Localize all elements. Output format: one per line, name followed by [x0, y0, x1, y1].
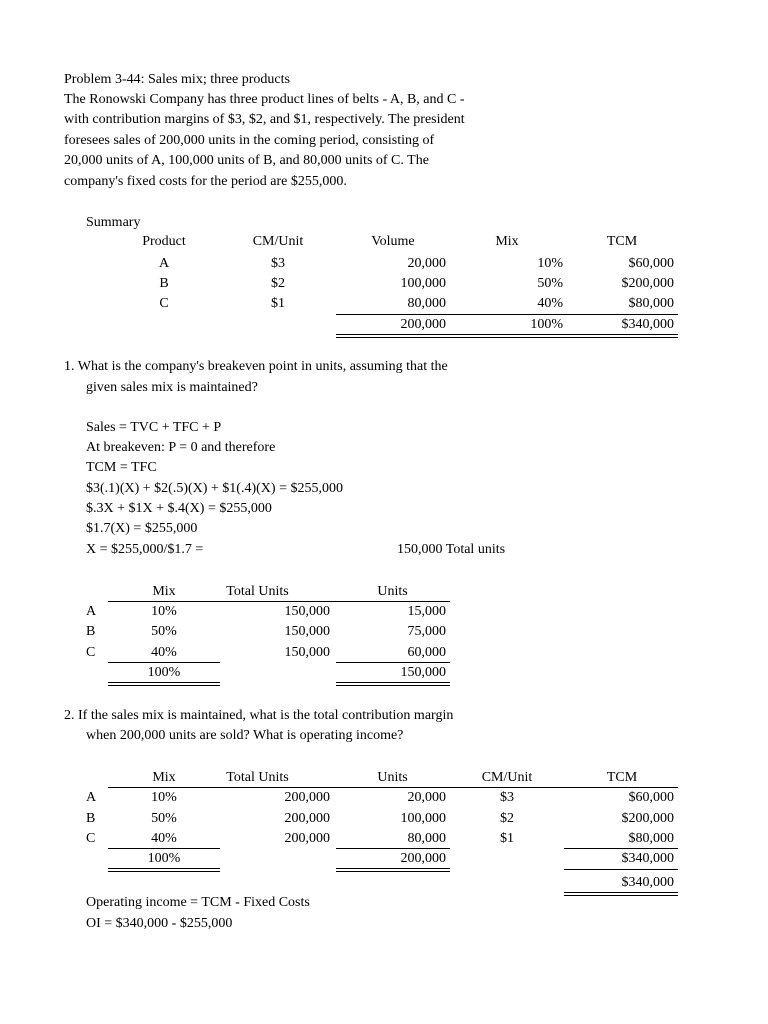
- summary-cell-cm: $1: [271, 296, 285, 311]
- q2-cell-product: C: [86, 831, 96, 846]
- q1-total-mix: 100%: [147, 665, 181, 680]
- q2-question: when 200,000 units are sold? What is operating income?: [86, 728, 404, 743]
- problem-text-line: foresees sales of 200,000 units in the coming period, consisting of: [64, 133, 435, 148]
- summary-header-mix: Mix: [495, 234, 519, 249]
- q1-question: 1. What is the company's breakeven point in units, assuming that the: [64, 359, 448, 374]
- q1-header-total-units: Total Units: [226, 584, 289, 599]
- q2-work-line: Operating income = TCM - Fixed Costs: [86, 895, 310, 910]
- summary-label: Summary: [86, 215, 141, 230]
- q2-cell-tcm: $60,000: [628, 790, 674, 805]
- q2-cell-tcm: $80,000: [628, 831, 674, 846]
- summary-header-cm: CM/Unit: [252, 234, 304, 249]
- q1-work-line: $.3X + $1X + $.4(X) = $255,000: [86, 501, 272, 516]
- q2-cell-mix: 10%: [151, 790, 177, 805]
- q2-cell-total: 200,000: [284, 831, 330, 846]
- q1-work-line: TCM = TFC: [86, 460, 157, 475]
- summary-cell-mix: 40%: [537, 296, 563, 311]
- q2-tcm-rule: [564, 869, 678, 870]
- q2-total-tcm: $340,000: [621, 851, 674, 866]
- q1-cell-units: 15,000: [407, 604, 446, 619]
- q2-header-total-units: Total Units: [226, 770, 289, 785]
- q2-cell-mix: 40%: [151, 831, 177, 846]
- q2-question: 2. If the sales mix is maintained, what is the total contribution margin: [64, 708, 454, 723]
- q1-question: given sales mix is maintained?: [86, 380, 258, 395]
- summary-cell-tcm: $80,000: [628, 296, 674, 311]
- q1-cell-units: 75,000: [407, 624, 446, 639]
- summary-cell-volume: 80,000: [407, 296, 446, 311]
- summary-cell-mix: 50%: [537, 276, 563, 291]
- q2-total-mix: 100%: [147, 851, 181, 866]
- q1-total-units: 150,000: [400, 665, 446, 680]
- q2-cell-total: 200,000: [284, 790, 330, 805]
- q2-header-tcm: TCM: [606, 770, 638, 785]
- summary-cell-cm: $2: [271, 276, 285, 291]
- q1-work-line: Sales = TVC + TFC + P: [86, 420, 222, 435]
- q2-work-line: OI = $340,000 - $255,000: [86, 916, 233, 931]
- q2-header-cm: CM/Unit: [481, 770, 533, 785]
- summary-cell-product: A: [158, 256, 170, 271]
- summary-cell-tcm: $200,000: [621, 276, 674, 291]
- q1-double-rule: [336, 682, 450, 683]
- q2-tcm-repeat: $340,000: [621, 875, 674, 890]
- q1-work-line: At breakeven: P = 0 and therefore: [86, 440, 276, 455]
- summary-total-volume: 200,000: [400, 317, 446, 332]
- summary-header-volume: Volume: [371, 234, 415, 249]
- summary-double-rule: [336, 334, 678, 335]
- q2-total-units: 200,000: [400, 851, 446, 866]
- q2-cell-mix: 50%: [151, 811, 177, 826]
- q1-double-rule: [108, 682, 220, 683]
- q2-cell-cm: $1: [500, 831, 514, 846]
- summary-cell-product: C: [159, 296, 169, 311]
- q2-header-mix: Mix: [152, 770, 176, 785]
- q1-double-rule: [108, 685, 220, 686]
- q1-cell-total: 150,000: [284, 645, 330, 660]
- q2-cell-cm: $3: [500, 790, 514, 805]
- q2-cell-units: 100,000: [400, 811, 446, 826]
- q1-double-rule: [336, 685, 450, 686]
- q1-cell-mix: 50%: [151, 624, 177, 639]
- q1-result: 150,000 Total units: [397, 542, 506, 557]
- summary-cell-cm: $3: [271, 256, 285, 271]
- problem-text-line: with contribution margins of $3, $2, and $1, respectively. The president: [64, 112, 465, 127]
- summary-cell-mix: 10%: [537, 256, 563, 271]
- summary-header-tcm: TCM: [606, 234, 638, 249]
- q2-cell-tcm: $200,000: [621, 811, 674, 826]
- q1-header-mix: Mix: [152, 584, 176, 599]
- summary-cell-product: B: [159, 276, 169, 291]
- problem-text-line: company's fixed costs for the period are $255,000.: [64, 174, 347, 189]
- q2-cell-product: B: [86, 811, 96, 826]
- summary-total-tcm: $340,000: [621, 317, 674, 332]
- q1-header-units: Units: [377, 584, 408, 599]
- q2-double-rule: [336, 868, 450, 869]
- q2-cell-units: 20,000: [407, 790, 446, 805]
- q2-cell-units: 80,000: [407, 831, 446, 846]
- q2-cell-cm: $2: [500, 811, 514, 826]
- q1-cell-total: 150,000: [284, 604, 330, 619]
- summary-header-product: Product: [142, 234, 186, 249]
- summary-total-mix: 100%: [530, 317, 563, 332]
- q2-double-rule: [108, 868, 220, 869]
- q1-cell-product: C: [86, 645, 96, 660]
- summary-cell-volume: 20,000: [407, 256, 446, 271]
- q1-cell-mix: 40%: [151, 645, 177, 660]
- q1-cell-units: 60,000: [407, 645, 446, 660]
- problem-text-line: 20,000 units of A, 100,000 units of B, and 80,000 units of C. The: [64, 153, 429, 168]
- q1-work-line: X = $255,000/$1.7 =: [86, 542, 204, 557]
- q1-cell-mix: 10%: [151, 604, 177, 619]
- summary-cell-volume: 100,000: [400, 276, 446, 291]
- q2-double-rule: [108, 871, 220, 872]
- problem-title: Problem 3-44: Sales mix; three products: [64, 72, 290, 87]
- q2-header-units: Units: [377, 770, 408, 785]
- problem-text-line: The Ronowski Company has three product lines of belts - A, B, and C -: [64, 92, 465, 107]
- q1-cell-product: A: [86, 604, 97, 619]
- q2-tcm-double-rule: [564, 892, 678, 893]
- q2-cell-total: 200,000: [284, 811, 330, 826]
- q1-cell-total: 150,000: [284, 624, 330, 639]
- q1-cell-product: B: [86, 624, 96, 639]
- q2-cell-product: A: [86, 790, 97, 805]
- q2-double-rule: [336, 871, 450, 872]
- q1-work-line: $1.7(X) = $255,000: [86, 521, 198, 536]
- q2-tcm-double-rule: [564, 895, 678, 896]
- summary-cell-tcm: $60,000: [628, 256, 674, 271]
- q1-work-line: $3(.1)(X) + $2(.5)(X) + $1(.4)(X) = $255,000: [86, 481, 343, 496]
- summary-double-rule: [336, 337, 678, 338]
